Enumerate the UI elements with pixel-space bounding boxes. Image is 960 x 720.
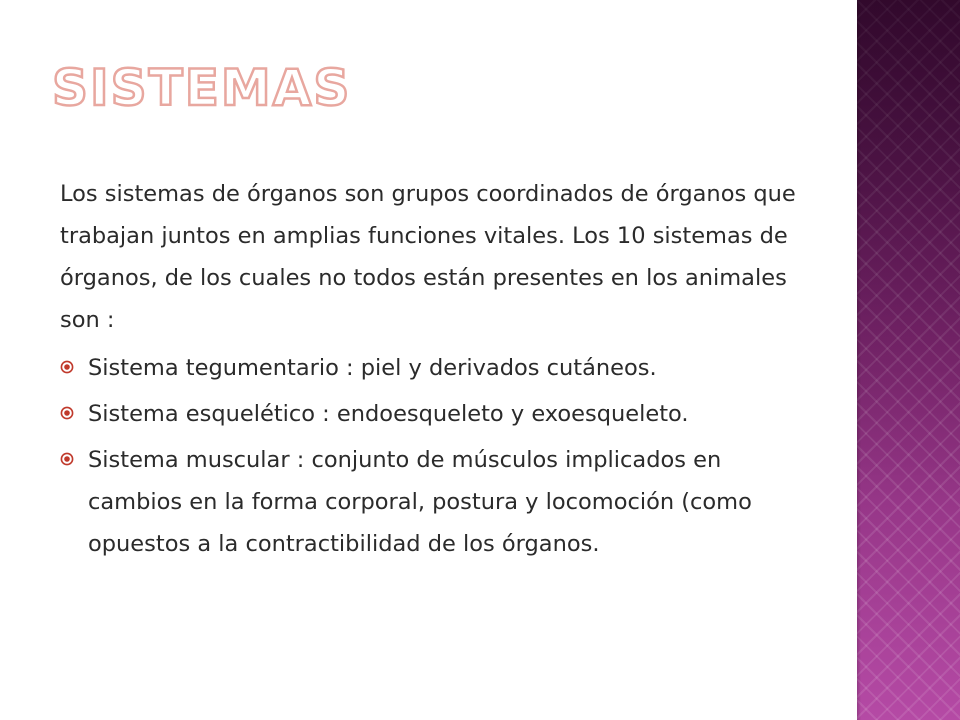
bullet-text: Sistema tegumentario : piel y derivados cutáneos. (88, 355, 657, 381)
side-band-shadow (857, 0, 861, 720)
bullet-item (60, 347, 800, 389)
bullet-list (60, 347, 800, 565)
bullet-item (60, 393, 800, 435)
slide-title: SISTEMAS (52, 59, 352, 117)
radio-dot-icon (60, 452, 74, 466)
bullet-text: Sistema esquelético : endoesqueleto y exoesqueleto. (88, 401, 689, 427)
slide-body (60, 173, 800, 569)
intro-paragraph: Los sistemas de órganos son grupos coordinados de órganos que trabajan juntos en amplias funciones vitales. Los 10 sistemas de órganos, de los cuales no todos están presentes en los animales son : (60, 181, 796, 333)
radio-dot-icon (60, 360, 74, 374)
decorative-side-band (857, 0, 960, 720)
bullet-item (60, 439, 800, 565)
bullet-text: Sistema muscular : conjunto de músculos implicados en cambios en la forma corporal, postura y locomoción (como opuestos a la contractibilidad de los órganos. (88, 447, 752, 557)
radio-dot-icon (60, 406, 74, 420)
